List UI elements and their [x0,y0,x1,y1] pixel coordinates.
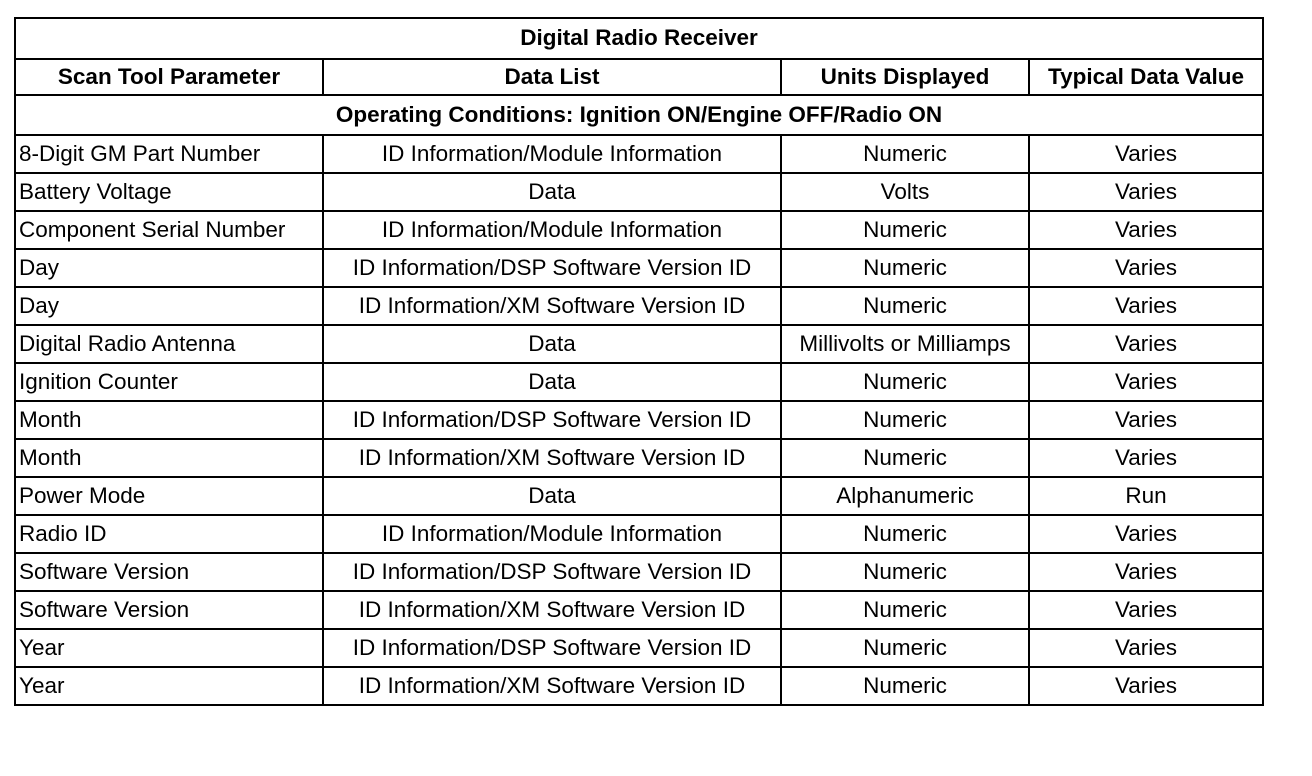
cell-scan-tool-parameter: Month [15,401,323,439]
cell-data-list: ID Information/Module Information [323,211,781,249]
cell-scan-tool-parameter: Software Version [15,591,323,629]
table-row [15,287,1263,325]
cell-data-list: ID Information/XM Software Version ID [323,287,781,325]
cell-units-displayed: Alphanumeric [781,477,1029,515]
column-header-data-list: Data List [323,59,781,95]
cell-data-list: ID Information/Module Information [323,135,781,173]
operating-conditions: Operating Conditions: Ignition ON/Engine OFF/Radio ON [15,95,1263,135]
table-row [15,173,1263,211]
cell-scan-tool-parameter: Software Version [15,553,323,591]
cell-data-list: ID Information/DSP Software Version ID [323,553,781,591]
table-row [15,135,1263,173]
cell-typical-data-value: Run [1029,477,1263,515]
table-body [15,135,1263,705]
table-title: Digital Radio Receiver [15,18,1263,59]
table-row [15,591,1263,629]
cell-typical-data-value: Varies [1029,515,1263,553]
cell-units-displayed: Numeric [781,439,1029,477]
table-row [15,363,1263,401]
cell-scan-tool-parameter: Radio ID [15,515,323,553]
cell-units-displayed: Numeric [781,363,1029,401]
cell-typical-data-value: Varies [1029,591,1263,629]
cell-typical-data-value: Varies [1029,363,1263,401]
column-header-typical-data-value: Typical Data Value [1029,59,1263,95]
cell-units-displayed: Millivolts or Milliamps [781,325,1029,363]
cell-typical-data-value: Varies [1029,249,1263,287]
cell-units-displayed: Numeric [781,515,1029,553]
table-row [15,439,1263,477]
cell-data-list: ID Information/DSP Software Version ID [323,249,781,287]
cell-data-list: ID Information/Module Information [323,515,781,553]
cell-scan-tool-parameter: Day [15,287,323,325]
table-row [15,477,1263,515]
cell-scan-tool-parameter: Component Serial Number [15,211,323,249]
cell-typical-data-value: Varies [1029,629,1263,667]
table-header-row [15,59,1263,95]
cell-typical-data-value: Varies [1029,439,1263,477]
cell-units-displayed: Numeric [781,629,1029,667]
table-row [15,211,1263,249]
table-row [15,667,1263,705]
cell-scan-tool-parameter: Year [15,667,323,705]
cell-scan-tool-parameter: Year [15,629,323,667]
cell-data-list: ID Information/DSP Software Version ID [323,401,781,439]
operating-conditions-row [15,95,1263,135]
cell-scan-tool-parameter: 8-Digit GM Part Number [15,135,323,173]
cell-data-list: Data [323,363,781,401]
cell-units-displayed: Numeric [781,553,1029,591]
cell-typical-data-value: Varies [1029,287,1263,325]
column-header-scan-tool-parameter: Scan Tool Parameter [15,59,323,95]
cell-typical-data-value: Varies [1029,135,1263,173]
cell-units-displayed: Numeric [781,591,1029,629]
table-row [15,249,1263,287]
cell-units-displayed: Numeric [781,135,1029,173]
parameter-table [14,17,1264,706]
table-row [15,629,1263,667]
cell-units-displayed: Numeric [781,401,1029,439]
cell-data-list: ID Information/XM Software Version ID [323,667,781,705]
table-row [15,515,1263,553]
cell-data-list: ID Information/XM Software Version ID [323,439,781,477]
cell-units-displayed: Numeric [781,287,1029,325]
cell-scan-tool-parameter: Power Mode [15,477,323,515]
table-row [15,401,1263,439]
table-row [15,553,1263,591]
cell-units-displayed: Volts [781,173,1029,211]
cell-scan-tool-parameter: Battery Voltage [15,173,323,211]
cell-scan-tool-parameter: Month [15,439,323,477]
cell-scan-tool-parameter: Digital Radio Antenna [15,325,323,363]
cell-units-displayed: Numeric [781,667,1029,705]
cell-typical-data-value: Varies [1029,553,1263,591]
cell-typical-data-value: Varies [1029,173,1263,211]
cell-scan-tool-parameter: Day [15,249,323,287]
cell-data-list: ID Information/XM Software Version ID [323,591,781,629]
cell-data-list: Data [323,173,781,211]
cell-data-list: ID Information/DSP Software Version ID [323,629,781,667]
cell-units-displayed: Numeric [781,211,1029,249]
cell-scan-tool-parameter: Ignition Counter [15,363,323,401]
cell-units-displayed: Numeric [781,249,1029,287]
table-row [15,325,1263,363]
table-title-row [15,18,1263,59]
column-header-units-displayed: Units Displayed [781,59,1029,95]
cell-typical-data-value: Varies [1029,401,1263,439]
cell-data-list: Data [323,325,781,363]
cell-typical-data-value: Varies [1029,667,1263,705]
cell-typical-data-value: Varies [1029,211,1263,249]
cell-data-list: Data [323,477,781,515]
cell-typical-data-value: Varies [1029,325,1263,363]
